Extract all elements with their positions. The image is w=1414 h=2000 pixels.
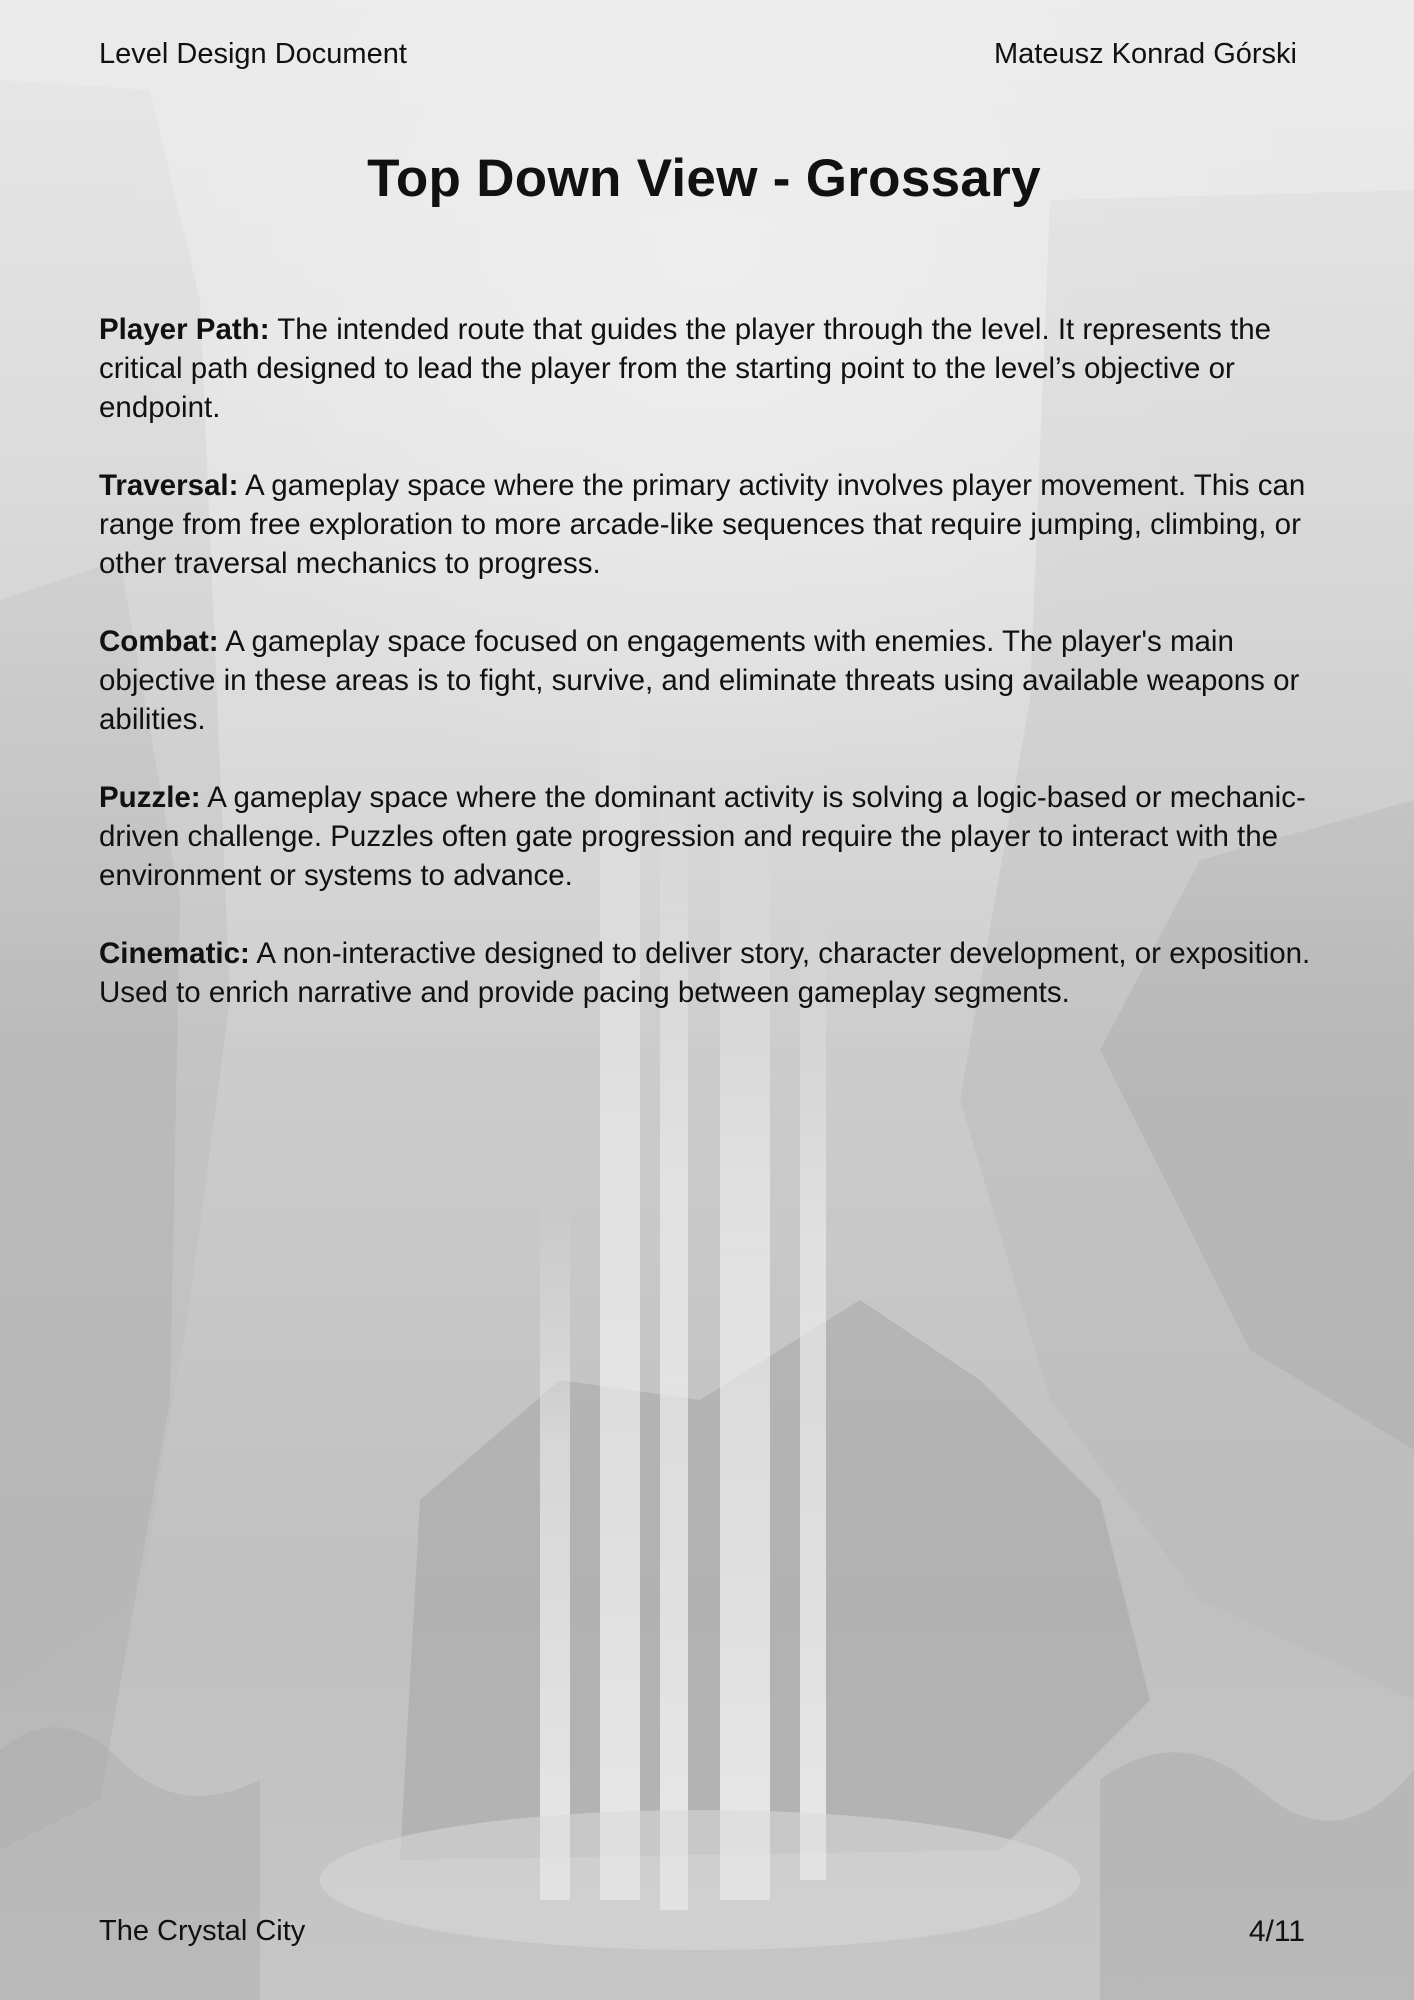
glossary-list: [99, 310, 1315, 1051]
glossary-entry-combat: [99, 622, 1315, 739]
glossary-definition: A gameplay space where the primary activity involves player movement. This can range from free exploration to more arcade-like sequences that require jumping, climbing, or other traversal mechanics to progress.: [99, 469, 1306, 580]
page-title-text: Top Down View - Grossary: [367, 149, 1041, 208]
project-name: The Crystal City: [99, 1915, 306, 1947]
author-name: Mateusz Konrad Górski: [993, 38, 1297, 70]
glossary-definition: The intended route that guides the player through the level. It represents the critical path designed to lead the player from the starting point to the level’s objective or endpoint.: [99, 313, 1272, 424]
document-type-label: Level Design Document: [99, 38, 407, 70]
glossary-entry-puzzle: [99, 778, 1315, 895]
page-title: [0, 148, 1414, 209]
glossary-term: Traversal:: [99, 469, 239, 502]
glossary-term: Puzzle:: [99, 781, 201, 814]
glossary-definition: A gameplay space where the dominant activity is solving a logic-based or mechanic-driven challenge. Puzzles often gate progression and require the player to interact with the environment or systems to advance.: [99, 781, 1306, 892]
glossary-term: Cinematic:: [99, 937, 250, 970]
glossary-entry-traversal: [99, 466, 1315, 583]
glossary-entry-cinematic: [99, 934, 1315, 1012]
glossary-entry-player-path: [99, 310, 1315, 427]
glossary-definition: A non-interactive designed to deliver story, character development, or exposition. Used to enrich narrative and provide pacing between gameplay segments.: [99, 937, 1311, 1009]
glossary-definition: A gameplay space focused on engagements with enemies. The player's main objective in these areas is to fight, survive, and eliminate threats using available weapons or abilities.: [99, 625, 1300, 736]
glossary-term: Player Path:: [99, 313, 270, 346]
glossary-term: Combat:: [99, 625, 219, 658]
page-number: 4/11: [1248, 1915, 1305, 1948]
